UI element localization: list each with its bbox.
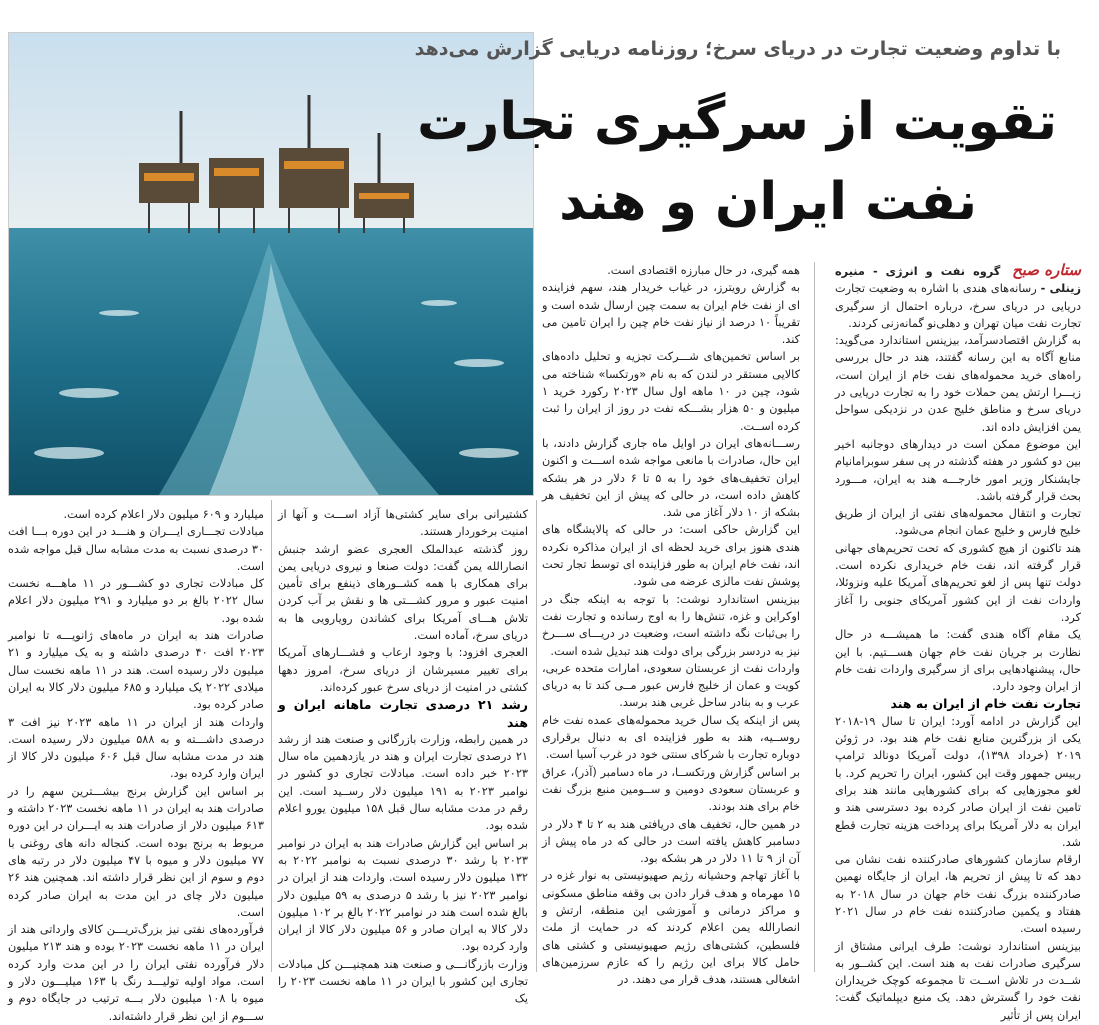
paragraph: بر اساس این گزارش برنج بیشـــترین سهم را در صادرات هند به ایران در ۱۱ ماهه نخست ۲۰۲۳ داشته و ۶۱۳ میلیون دلار از صادرات هند به ایـــران در این دوره مربوط به برنج بوده است. کنجاله دانه های روغنی با ۷۷ میلیون دلار و میوه با ۴۷ میلیون دلار در رتبه های دوم و سوم از این نظر قرار داشته اند. همچنین هند ۲۶ میلیون دلار چای در این مدت به ایران صادر کرده است. [8, 784, 264, 919]
paragraph: فرآورده‌های نفتی نیز بزرگ‌تریـــن کالای وارداتی هند از ایران در ۱۱ ماهه نخست ۲۰۲۳ بوده و هند ۲۱۳ میلیون دلار فرآورده نفتی ایران را در این مدت وارد کرده است. مواد اولیه تولیـــد رنگ با ۱۶۳ میلیـــون دلار و میوه با ۱۰۸ میلیون دلار بـــه ترتیب در جایگاه دوم و ســـوم از این نظر قرار داشته‌اند. [8, 923, 264, 1023]
lead-paragraph: ستاره صبح گروه نفت و انرژی - منیره زینلی - رسانه‌های هندی با اشاره به وضعیت تجارت دریایی در دریای سرخ، درباره احتمال از سرگیری تجارت نفت میان تهران و دهلی‌نو گمانه‌زنی کردند. [835, 261, 1081, 330]
paragraph: همه گیری، در حال مبارزه اقتصادی است. [607, 264, 800, 277]
paragraph: این موضوع ممکن است در دیدارهای دوجانبه اخیر بین دو کشور در هفته گذشته در پی سفر سوبرامانیام جایشنکار وزیر امور خارجـــه هند به ایران، مـــورد بحث قرار گرفته باشد. [835, 437, 1081, 503]
paragraph: واردات نفت از عربستان سعودی، امارات متحده عربی، کویت و عمان از خلیج فارس عبور مــی کند تا به دریای عرب و به بنادر ساحل غربی هند برسد. [542, 661, 800, 710]
paragraph: یک مقام آگاه هندی گفت: ما همیشـــه در حال نظارت بر جریان نفت خام جهان هســـتیم. با این حال، پیشنهادهایی برای از سرگیری واردات نفت خام از ایران وجود دارد. [835, 628, 1081, 694]
paragraph: بر اساس تخمین‌های شـــرکت تجزیه و تحلیل داده‌های کالایی مستقر در لندن که به نام «ورتکسا» شناخته می شود، چین در ۱۰ ماهه اول سال ۲۰۲۳ رکورد خرید ۱ میلیون و ۵۰ هزار بشـــکه نفت در روز از ایران را ثبت کرده اســت. [542, 350, 800, 433]
column-divider [536, 500, 537, 972]
paragraph: ارقام سازمان کشورهای صادرکننده نفت نشان می دهد که تا پیش از تحریم ها، ایران از جایگاه نهمین صادرکننده بزرگ نفت خام جهان در سال ۲۰۱۸ به هفتاد و یکمین صادرکننده نفت خام در سال ۲۰۲۱ رسیده است. [835, 853, 1081, 936]
paragraph: این گزارش در ادامه آورد: ایران تا سال ۱۹-۲۰۱۸ یکی از بزرگترین منابع نفت خام هند بود. در ژوئن ۲۰۱۹ (خرداد ۱۳۹۸)، دولت آمریکا دونالد ترامپ رییس جمهور وقت این کشور، ایران را تحریم کرد. با لغو مجوزهایی که برای کشورهایی مانند هند برای تامین نفت از ایران صادر کرده بود دسترسی هند و ایران به دلار آمریکا برای پرداخت هزینه تجارت قطع شد. [835, 714, 1081, 849]
paragraph: این گزارش حاکی است: در حالی که پالایشگاه های هندی هنوز برای خرید لحظه ای از ایران مذاکره نکرده اند، نفت خام ایران به طور فزاینده ای توسط تجار تحت پوشش نفت مالزی عرضه می شود. [542, 523, 800, 589]
byline: گروه نفت و انرژی - منیره زینلی - [835, 265, 1081, 296]
paragraph: کشتیرانی برای سایر کشتی‌ها آزاد اســـت و آنها از امنیت برخوردار هستند. [278, 508, 528, 539]
headline-line-1: تقویت از سرگیری تجارت [417, 92, 1057, 152]
paragraph: پس از اینکه یک سال خرید محموله‌های عمده نفت خام روســیه، هند به طور فزاینده ای به دنبال برقراری دوباره تجارت با شرکای سنتی خود در غرب آسیا است. [542, 713, 800, 762]
paragraph: در همین حال، تخفیف های دریافتی هند به ۲ تا ۴ دلار در دسامبر کاهش یافته است در حالی که در ماه پیش از آن از ۹ تا ۱۱ دلار در هر بشکه بود. [542, 817, 800, 866]
column-2 [542, 262, 800, 988]
paragraph: بیزینس استاندارد نوشت: با توجه به اینکه جنگ در اوکراین و غزه، تنش‌ها را به اوج رسانده و تجارت نفت را بی‌ثبات نگه داشته است، وضعیت در دریـــای ســـرخ نیز به دردسر بزرگی برای دولت هند تبدیل شده است. [542, 592, 800, 658]
paragraph: بیزینس استاندارد نوشت: طرف ایرانی مشتاق از سرگیری صادرات نفت به هند است. این کشــور به شــدت در تلاش اســت تا مجموعه کوچک خریداران نفت خود را گسترش دهد. یک منبع دیپلماتیک گفت: ایران پس از تأثیر [835, 939, 1081, 1022]
column-divider [814, 262, 815, 972]
column-divider [271, 500, 272, 972]
column-4 [8, 506, 264, 1025]
paragraph: صادرات هند به ایران در ماه‌های ژانویـــه تا نوامبر ۲۰۲۳ افت ۴۰ درصدی داشته و به یک میلیارد و ۲۱ میلیون دلار رسیده است. هند در ۱۱ ماهه نخست سال میلادی ۲۰۲۲ یک میلیارد و ۶۸۵ میلیون دلار کالا به ایران صادر کرده بود. [8, 629, 264, 712]
paragraph: واردات هند از ایران در ۱۱ ماهه ۲۰۲۳ نیز افت ۳ درصدی داشـــته و به ۵۸۸ میلیون دلار رسیده است. هند در مدت مشابه سال قبل ۶۰۶ میلیون دلار کالا از ایران وارد کرده بود. [8, 715, 265, 781]
headline-line-2: نفت ایران و هند [559, 172, 977, 232]
paragraph: العجری افزود: با وجود ارعاب و فشـــارهای آمریکا برای تغییر مسیرشان از دریای سرخ، امروز دهها کشتی در امنیت از دریای سرخ عبور کرده‌اند. [278, 646, 528, 694]
paragraph: هند تاکنون از هیچ کشوری که تحت تحریم‌های جهانی قرار گرفته اند، نفت خام خریداری نکرده است. دولت تنها پس از لغو تحریم‌های آمریکا علیه ونزوئلا، واردات نفت از این کشور آمریکای جنوبی را آغاز کرد. [835, 541, 1081, 624]
paragraph: در همین رابطه، وزارت بازرگانی و صنعت هند از رشد ۲۱ درصدی تجارت ایران و هند در یازدهمین ماه سال ۲۰۲۳ خبر داده است. مبادلات تجاری دو کشور در نوامبر ۲۰۲۳ به ۱۹۱ میلیون دلار رســید است. این رقم در مدت مشابه سال قبل ۱۵۸ میلیون یورو اعلام شده بود. [278, 732, 528, 833]
paragraph: تجارت و انتقال محموله‌های نفتی از ایران از طریق خلیج فارس و خلیج عمان انجام می‌شود. [835, 507, 1081, 538]
subheading: تجارت نفت خام از ایران به هند [890, 696, 1081, 712]
paragraph: با آغاز تهاجم وحشیانه رژیم صهیونیستی به نوار غزه در ۱۵ مهرماه و هدف قرار دادن بی وقفه مناطق مسکونی و مراکز درمانی و آموزشی این منطقه، ارتش و انصارالله یمن اعلام کردند که در حمایت از ملت فلسطین، کشتی‌های رژیم صهیونیستی و کشتی های حامل کالا برای این رژیم را که عازم سرزمین‌های اشغالی هستند، هدف قرار می دهند. در [542, 869, 800, 987]
column-1 [835, 262, 1081, 1024]
paragraph: بر اساس گزارش ورتکســا، در ماه دسامبر (آذر)، عراق و عربستان سعودی دومین و ســومین منبع بزرگ نفت خام برای هند بودند. [542, 765, 800, 814]
paragraph: به گزارش رویترز، در غیاب خریدار هند، سهم فزاینده ای از نفت خام ایران به سمت چین ارسال شده است و تقریباً ۱۰ درصد از نیاز نفت خام چین را ایران تامین می کند. [542, 281, 801, 347]
column-3 [278, 506, 528, 1008]
paragraph: میلیارد و ۶۰۹ میلیون دلار اعلام کرده است. [63, 508, 264, 521]
byline-logo: ستاره صبح [1012, 261, 1081, 279]
paragraph: مبادلات تجـــاری ایـــران و هنـــد در این دوره بـــا افت ۳۰ درصدی نسبت به مدت مشابه سال قبل مواجه شده است. [8, 525, 264, 573]
paragraph: وزارت بازرگانـــی و صنعت هند همچنیـــن کل مبادلات تجاری این کشور با ایران در ۱۱ ماهه نخست ۲۰۲۳ را یک [278, 957, 529, 1006]
paragraph: رســـانه‌های ایران در اوایل ماه جاری گزارش دادند، با این حال، صادرات با مانعی مواجه شده اســـت و اکنون ایران تخفیف‌های خود را به ۵ تا ۶ دلار در هر بشکه کاهش داده است، در حالی که پیش از این تخفیف هر بشکه از ۱۰ دلار آغاز می شد. [542, 436, 800, 520]
paragraph: بر اساس این گزارش صادرات هند به ایران در نوامبر ۲۰۲۳ با رشد ۳۰ درصدی نسبت به نوامبر ۲۰۲۲ به ۱۳۲ میلیون دلار رسیده است. واردات هند از ایران در نوامبر ۲۰۲۳ نیز با رشد ۵ درصدی به ۵۹ میلیون دلار بالغ شده است هند در نوامبر ۲۰۲۲ بالغ بر ۱۰۲ میلیون دلار کالا به ایران صادر و ۵۶ میلیون دلار کالا از ایران وارد کرده بود. [278, 836, 528, 954]
subheading: رشد ۲۱ درصدی تجارت ماهانه ایران و هند [278, 697, 528, 730]
paragraph: روز گذشته عبدالملک العجری عضو ارشد جنبش انصارالله یمن گفت: دولت صنعا و نیروی دریایی یمن برای همکاری با همه کشــورهای ذینفع برای تأمین امنیت عبور و مرور کشـــتی ها و نقش بر آب کردن تلاش هـــای آمریکا برای کشاندن رویارویی ها به دریای سرخ، آماده است. [278, 542, 528, 643]
paragraph: کل مبادلات تجاری دو کشـــور در ۱۱ ماهـــه نخست سال ۲۰۲۲ بالغ بر دو میلیارد و ۲۹۱ میلیون دلار اعلام شده بود. [8, 577, 264, 625]
paragraph: به گزارش اقتصادسرآمد، بیزینس استاندارد می‌گوید: منابع آگاه به این رسانه گفتند، هند در حال بررسی راه‌های خرید محموله‌های نفت خام از ایران است، زیـــرا ارتش یمن حملات خود را به تجارت دریایی در دریای سرخ و مناطق خلیج عدن در نزدیکی سواحل یمن افزایش داده اند. [835, 334, 1081, 434]
kicker: با تداوم وضعیت تجارت در دریای سرخ؛ روزنامه دریایی گزارش می‌دهد [414, 38, 1061, 60]
